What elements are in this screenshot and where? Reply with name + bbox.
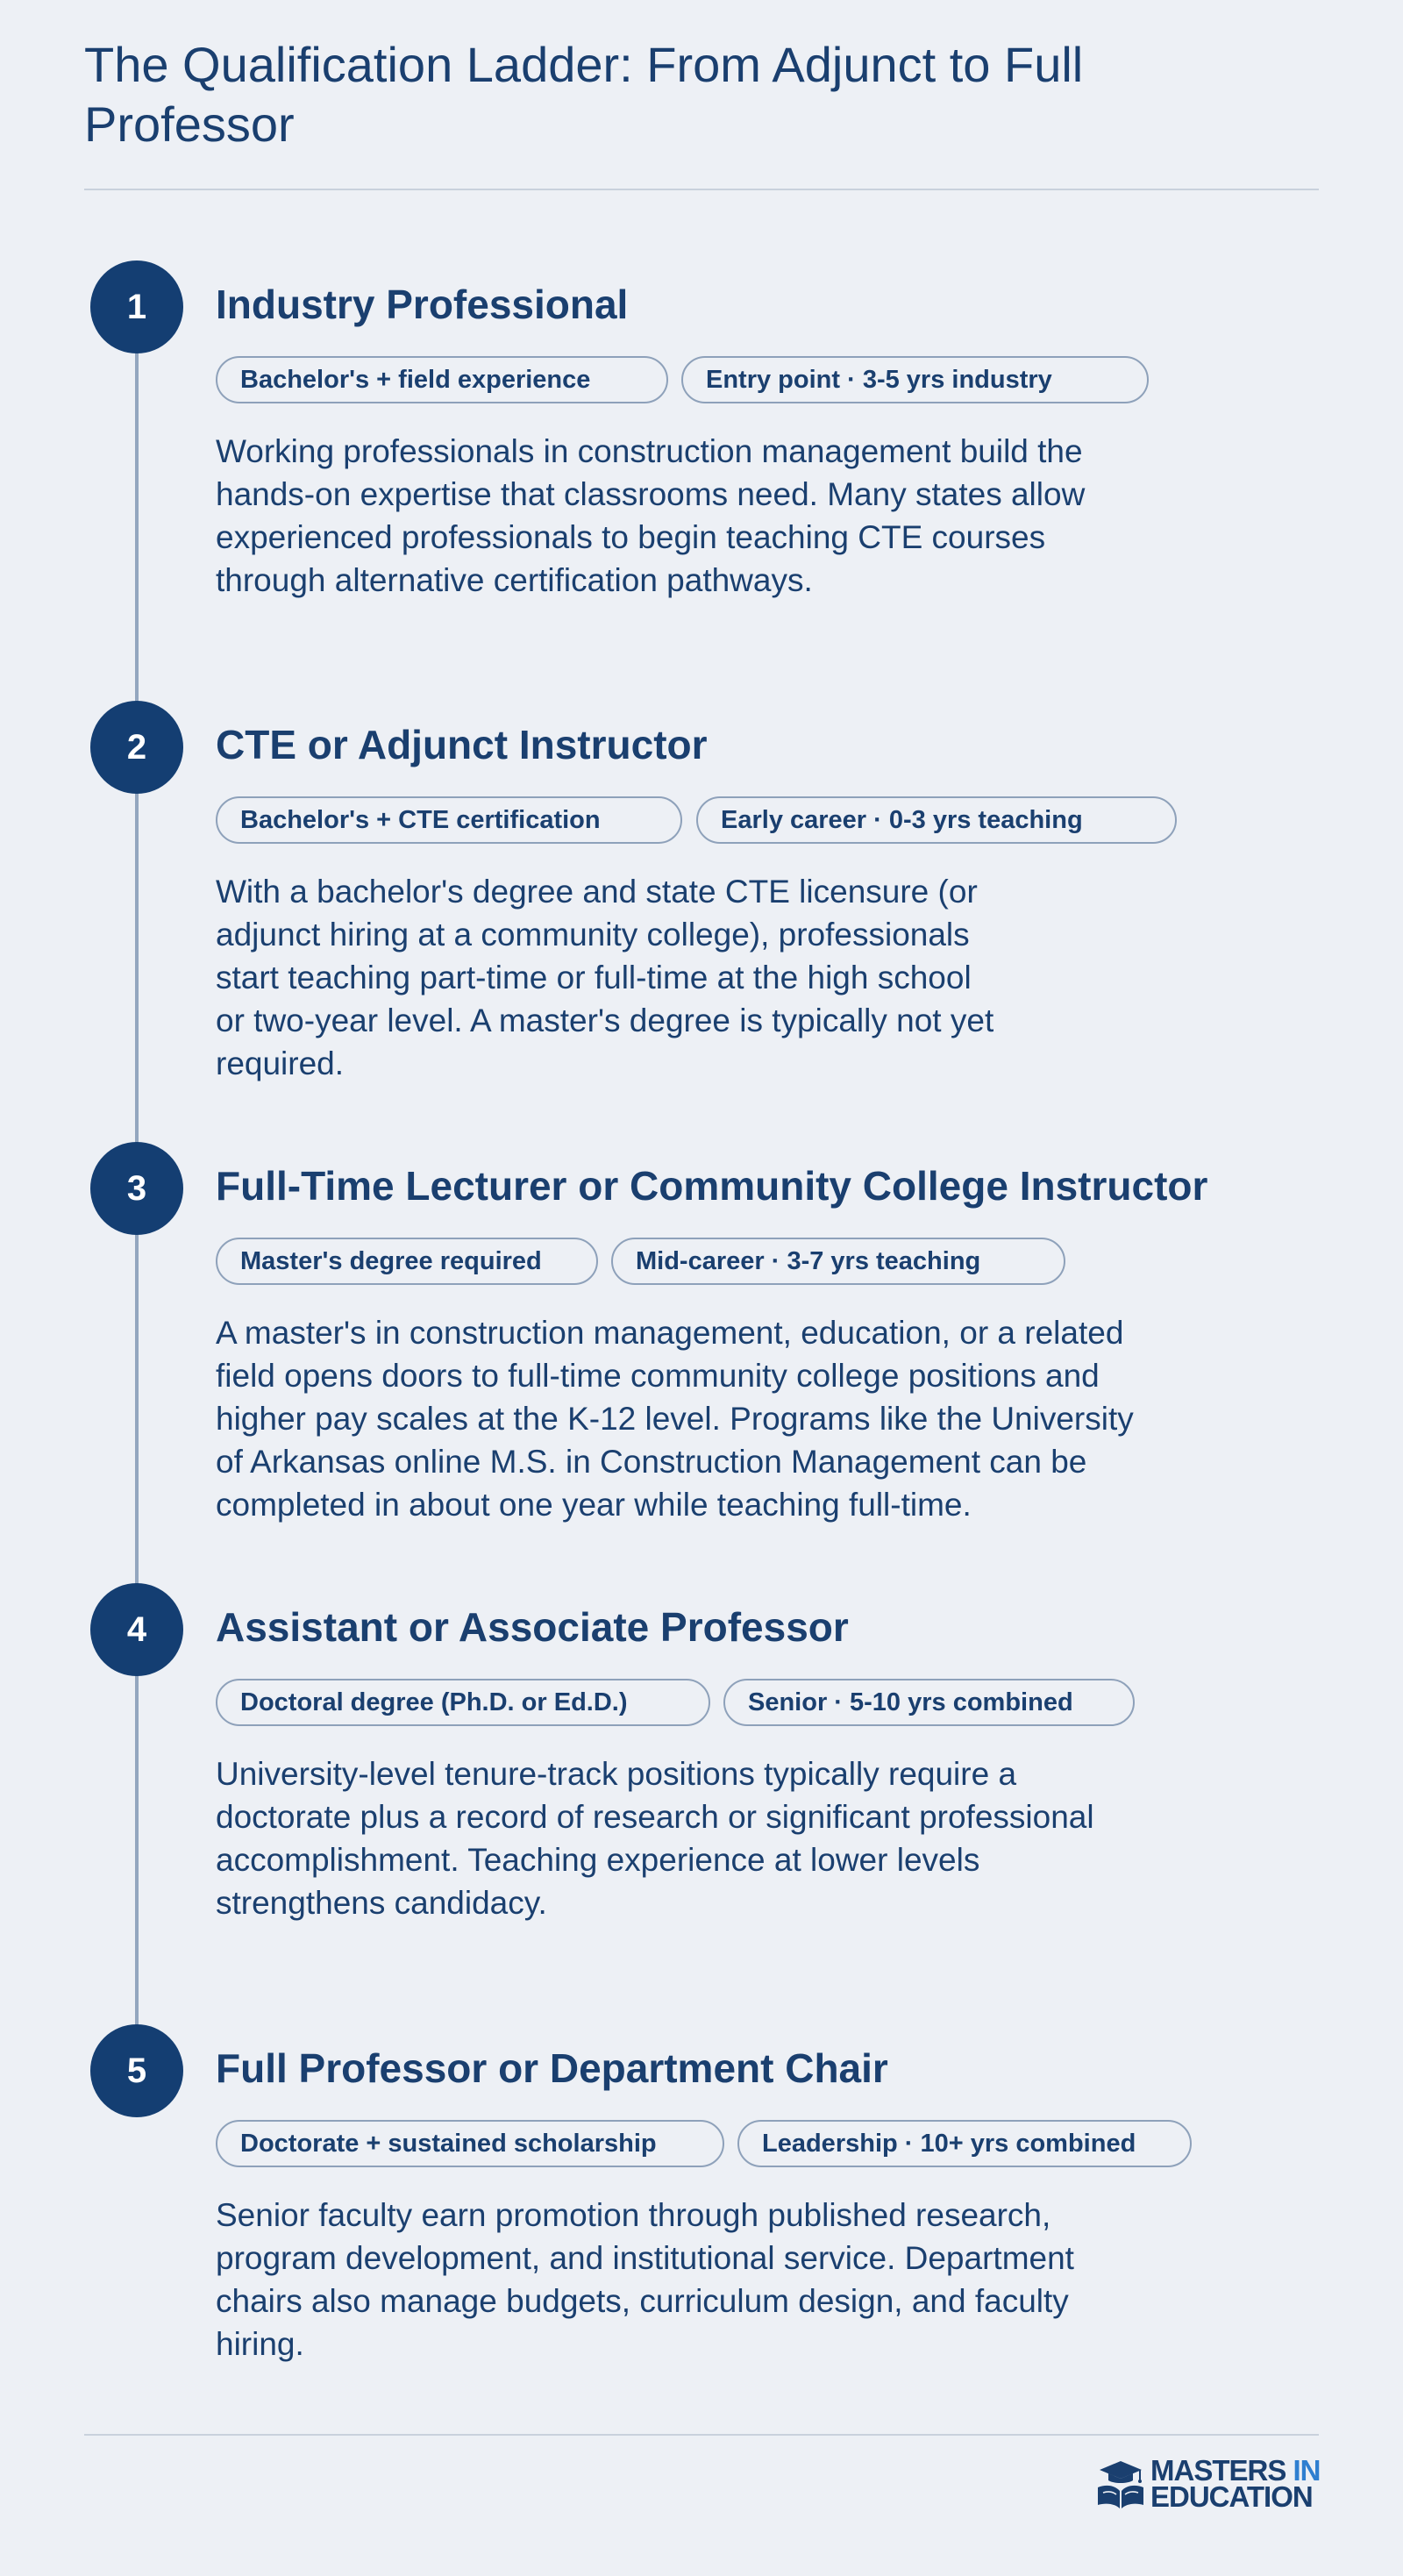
step-description: University-level tenure-track positions typically require a doctorate plus a record of research or significant professional accomplishment. Teaching experience at lower levels strengthens candidacy. (216, 1756, 1094, 1921)
graduation-book-icon (1096, 2459, 1145, 2510)
step-number-badge: 1 (90, 260, 183, 353)
step-description: With a bachelor's degree and state CTE licensure (or adjunct hiring at a community college), professionals start teaching part-time or full-time at the high school or two-year level. A master's degree is typically not yet required. (216, 874, 994, 1081)
brand-word-education: EDUCATION (1150, 2480, 1313, 2513)
stage-tag: Early career · 0-3 yrs teaching (696, 796, 1177, 844)
stage-tag: Senior · 5-10 yrs combined (723, 1679, 1135, 1726)
requirement-tag: Bachelor's + CTE certification (216, 796, 682, 844)
step-description: Working professionals in construction management build the hands-on expertise that classrooms need. Many states allow experienced professionals to begin teaching CTE courses through alternative certification pathways. (216, 433, 1086, 598)
brand-word-masters: MASTERS (1150, 2454, 1286, 2487)
step-number-badge: 3 (90, 1142, 183, 1235)
step-number-badge: 5 (90, 2024, 183, 2117)
step-number-badge: 2 (90, 701, 183, 794)
step-number-badge: 4 (90, 1583, 183, 1676)
title-divider (84, 189, 1319, 190)
requirement-tag: Bachelor's + field experience (216, 356, 668, 403)
stage-tag: Entry point · 3-5 yrs industry (681, 356, 1149, 403)
requirement-tag: Doctoral degree (Ph.D. or Ed.D.) (216, 1679, 710, 1726)
footer-divider (84, 2434, 1319, 2436)
step-description: A master's in construction management, education, or a related field opens doors to full-time community college positions and higher pay scales at the K-12 level. Programs like the University of Arkansas online M.S. in Construction Management can be completed in about one year while teaching full-time. (216, 1315, 1134, 1523)
brand-word-in: IN (1293, 2454, 1321, 2487)
stage-tag: Mid-career · 3-7 yrs teaching (611, 1238, 1065, 1285)
requirement-tag: Doctorate + sustained scholarship (216, 2120, 724, 2167)
requirement-tag: Master's degree required (216, 1238, 598, 1285)
step-description: Senior faculty earn promotion through published research, program development, and institutional service. Department chairs also manage budgets, curriculum design, and faculty hiring. (216, 2197, 1074, 2362)
step-title: CTE or Adjunct Instructor (216, 722, 708, 767)
step-title: Full-Time Lecturer or Community College Instructor (216, 1163, 1208, 1209)
step-title: Full Professor or Department Chair (216, 2045, 888, 2091)
step-title: Industry Professional (216, 282, 629, 327)
step-title: Assistant or Associate Professor (216, 1604, 849, 1650)
stage-tag: Leadership · 10+ yrs combined (737, 2120, 1192, 2167)
page-title: The Qualification Ladder: From Adjunct to Full Professor (84, 37, 1084, 152)
masters-in-education-logo (1096, 2456, 1321, 2514)
